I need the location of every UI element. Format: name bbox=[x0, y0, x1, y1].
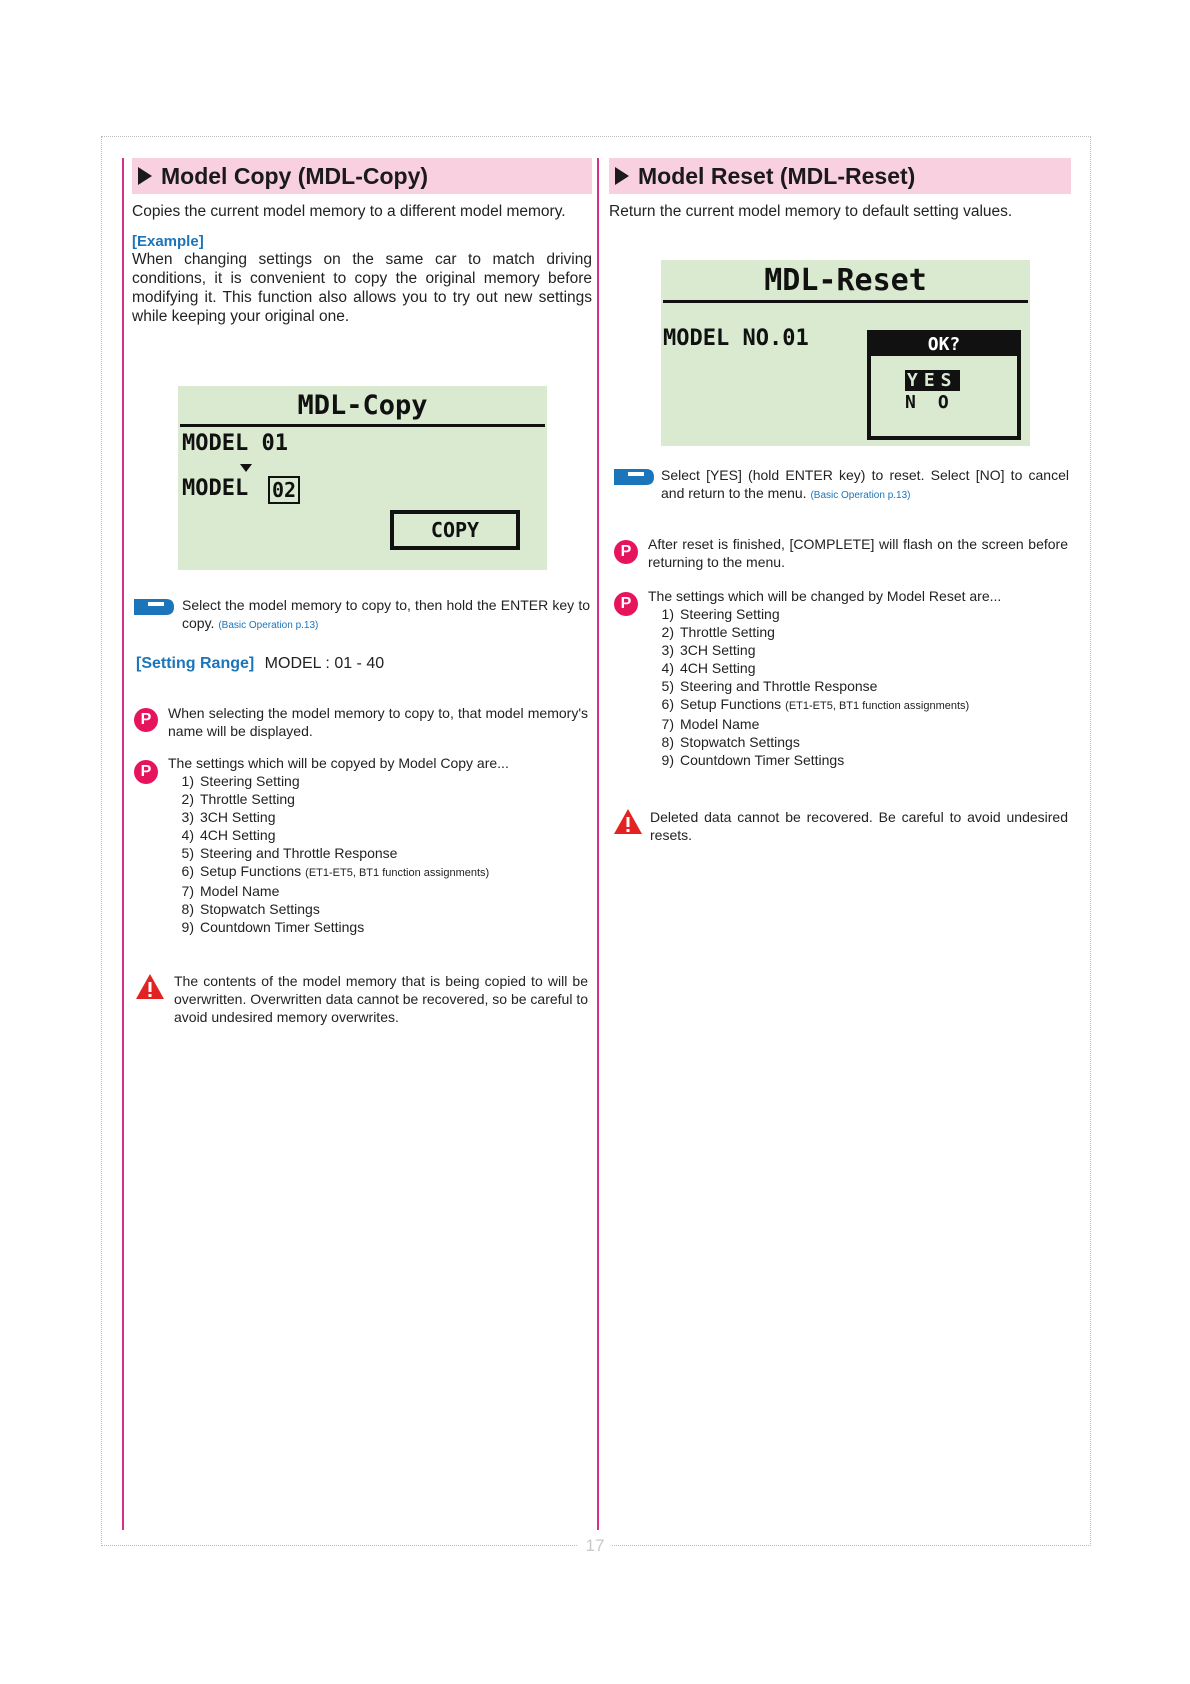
triangle-icon bbox=[138, 167, 152, 185]
item-text: Throttle Setting bbox=[680, 624, 775, 640]
section-title: Model Reset (MDL-Reset) bbox=[638, 162, 916, 189]
item-number: 5) bbox=[661, 678, 674, 694]
item-text: Setup Functions bbox=[680, 696, 782, 712]
item-number: 3) bbox=[661, 642, 674, 658]
item-number: 1) bbox=[181, 773, 194, 789]
item-text: Model Name bbox=[200, 883, 280, 899]
settings-list-item bbox=[648, 605, 1068, 623]
copy-button[interactable]: COPY bbox=[390, 510, 520, 550]
item-number: 4) bbox=[181, 827, 194, 843]
mdl-copy-lcd-screen bbox=[178, 386, 547, 570]
settings-list-item bbox=[168, 772, 588, 790]
left-margin-line bbox=[122, 158, 124, 1530]
item-text: Countdown Timer Settings bbox=[200, 919, 365, 935]
settings-list-item bbox=[648, 715, 1068, 733]
item-text: 4CH Setting bbox=[680, 660, 756, 676]
selector-arrow-icon bbox=[240, 464, 252, 472]
settings-list-item bbox=[168, 862, 588, 882]
item-number: 6) bbox=[661, 696, 674, 712]
settings-list-item bbox=[168, 918, 588, 936]
point-icon: P bbox=[614, 540, 638, 564]
example-text: When changing settings on the same car to match driving conditions, it is convenient to copy the original memory before modifying it. This function also allows you to try out new settings while keeping your original one. bbox=[132, 251, 592, 325]
reset-settings-list bbox=[648, 587, 1068, 769]
reset-instruction bbox=[661, 466, 1069, 505]
item-text: 3CH Setting bbox=[200, 809, 276, 825]
settings-list-item bbox=[648, 751, 1068, 769]
item-number: 9) bbox=[661, 752, 674, 768]
intro-text: Copies the current model memory to a different model memory. bbox=[132, 203, 566, 220]
lcd-target-value[interactable]: 02 bbox=[268, 476, 300, 504]
item-number: 4) bbox=[661, 660, 674, 676]
lcd-target-label: MODEL bbox=[182, 476, 249, 501]
page-number: 17 bbox=[0, 1536, 1190, 1556]
settings-list-item bbox=[648, 641, 1068, 659]
reset-settings-title: The settings which will be changed by Model Reset are... bbox=[648, 588, 1002, 604]
reset-instruction-text: Select [YES] (hold ENTER key) to reset. Select [NO] to cancel and return to the menu. bbox=[661, 467, 1069, 501]
item-text: 4CH Setting bbox=[200, 827, 276, 843]
lcd-source-model: MODEL 01 bbox=[182, 431, 288, 456]
reset-point-1: After reset is finished, [COMPLETE] will flash on the screen before returning to the menu. bbox=[648, 536, 1068, 570]
model-copy-section bbox=[132, 158, 592, 326]
section-title: Model Copy (MDL-Copy) bbox=[161, 162, 429, 189]
section-header bbox=[132, 158, 592, 194]
item-subtext: (ET1-ET5, BT1 function assignments) bbox=[305, 867, 490, 879]
setting-range bbox=[136, 655, 384, 673]
item-text: Model Name bbox=[680, 716, 760, 732]
item-number: 7) bbox=[661, 716, 674, 732]
intro-text: Return the current model memory to default setting values. bbox=[609, 203, 1013, 220]
column-divider-line bbox=[597, 158, 599, 1530]
reset-warning: Deleted data cannot be recovered. Be careful to avoid undesired resets. bbox=[650, 809, 1068, 843]
settings-list-item bbox=[648, 695, 1068, 715]
lcd-title-underline bbox=[180, 424, 545, 427]
section-header bbox=[609, 158, 1071, 194]
item-text: Setup Functions bbox=[200, 863, 302, 879]
basic-operation-link[interactable]: (Basic Operation p.13) bbox=[810, 490, 911, 501]
item-number: 3) bbox=[181, 809, 194, 825]
point-icon: P bbox=[134, 760, 158, 784]
item-text: Steering and Throttle Response bbox=[680, 678, 878, 694]
warning-icon bbox=[135, 973, 165, 1000]
settings-list-item bbox=[168, 790, 588, 808]
model-reset-section bbox=[609, 158, 1071, 221]
setting-range-label: [Setting Range] bbox=[136, 655, 255, 672]
hand-pointer-icon bbox=[614, 467, 654, 487]
item-subtext: (ET1-ET5, BT1 function assignments) bbox=[785, 700, 970, 712]
settings-list-item bbox=[648, 733, 1068, 751]
copy-point-1: When selecting the model memory to copy to, that model memory's name will be displayed. bbox=[168, 705, 588, 739]
setting-range-value: MODEL : 01 - 40 bbox=[264, 655, 385, 672]
copy-warning: The contents of the model memory that is being copied to will be overwritten. Overwritten data cannot be recovered, so be careful to avoid undesired memory overwrites. bbox=[174, 973, 588, 1025]
lcd-title: MDL-Copy bbox=[297, 390, 428, 421]
warning-icon bbox=[613, 808, 643, 835]
settings-list-item bbox=[168, 826, 588, 844]
yes-option[interactable]: YES bbox=[907, 370, 958, 391]
item-text: Stopwatch Settings bbox=[680, 734, 800, 750]
item-number: 6) bbox=[181, 863, 194, 879]
settings-list-item bbox=[168, 882, 588, 900]
settings-list bbox=[648, 605, 1068, 769]
settings-list-item bbox=[648, 659, 1068, 677]
item-number: 8) bbox=[181, 901, 194, 917]
confirm-dialog bbox=[867, 330, 1021, 440]
item-number: 2) bbox=[181, 791, 194, 807]
copy-instruction bbox=[182, 596, 590, 635]
item-text: Steering Setting bbox=[200, 773, 300, 789]
item-number: 1) bbox=[661, 606, 674, 622]
lcd-title: MDL-Reset bbox=[764, 263, 927, 298]
item-text: Stopwatch Settings bbox=[200, 901, 320, 917]
item-text: Countdown Timer Settings bbox=[680, 752, 845, 768]
no-option[interactable]: NO bbox=[905, 392, 971, 413]
item-number: 8) bbox=[661, 734, 674, 750]
settings-list-item bbox=[648, 677, 1068, 695]
copy-instruction-text: Select the model memory to copy to, then hold the ENTER key to copy. bbox=[182, 597, 590, 631]
item-text: Throttle Setting bbox=[200, 791, 295, 807]
lcd-model-number: MODEL NO.01 bbox=[663, 326, 809, 351]
settings-list-item bbox=[168, 900, 588, 918]
basic-operation-link[interactable]: (Basic Operation p.13) bbox=[218, 620, 319, 631]
settings-list-item bbox=[168, 808, 588, 826]
mdl-reset-lcd-screen bbox=[661, 260, 1030, 446]
dialog-title-bar: OK? bbox=[871, 334, 1017, 356]
copy-settings-list bbox=[168, 754, 588, 936]
item-number: 9) bbox=[181, 919, 194, 935]
item-number: 2) bbox=[661, 624, 674, 640]
item-number: 5) bbox=[181, 845, 194, 861]
item-number: 7) bbox=[181, 883, 194, 899]
settings-list-item bbox=[648, 623, 1068, 641]
example-label: [Example] bbox=[132, 233, 204, 250]
point-icon: P bbox=[614, 592, 638, 616]
item-text: 3CH Setting bbox=[680, 642, 756, 658]
point-icon: P bbox=[134, 708, 158, 732]
lcd-title-underline bbox=[663, 300, 1028, 303]
item-text: Steering and Throttle Response bbox=[200, 845, 398, 861]
hand-pointer-icon bbox=[134, 597, 174, 617]
settings-list-item bbox=[168, 844, 588, 862]
triangle-icon bbox=[615, 167, 629, 185]
item-text: Steering Setting bbox=[680, 606, 780, 622]
copy-settings-title: The settings which will be copyed by Model Copy are... bbox=[168, 755, 509, 771]
settings-list bbox=[168, 772, 588, 936]
